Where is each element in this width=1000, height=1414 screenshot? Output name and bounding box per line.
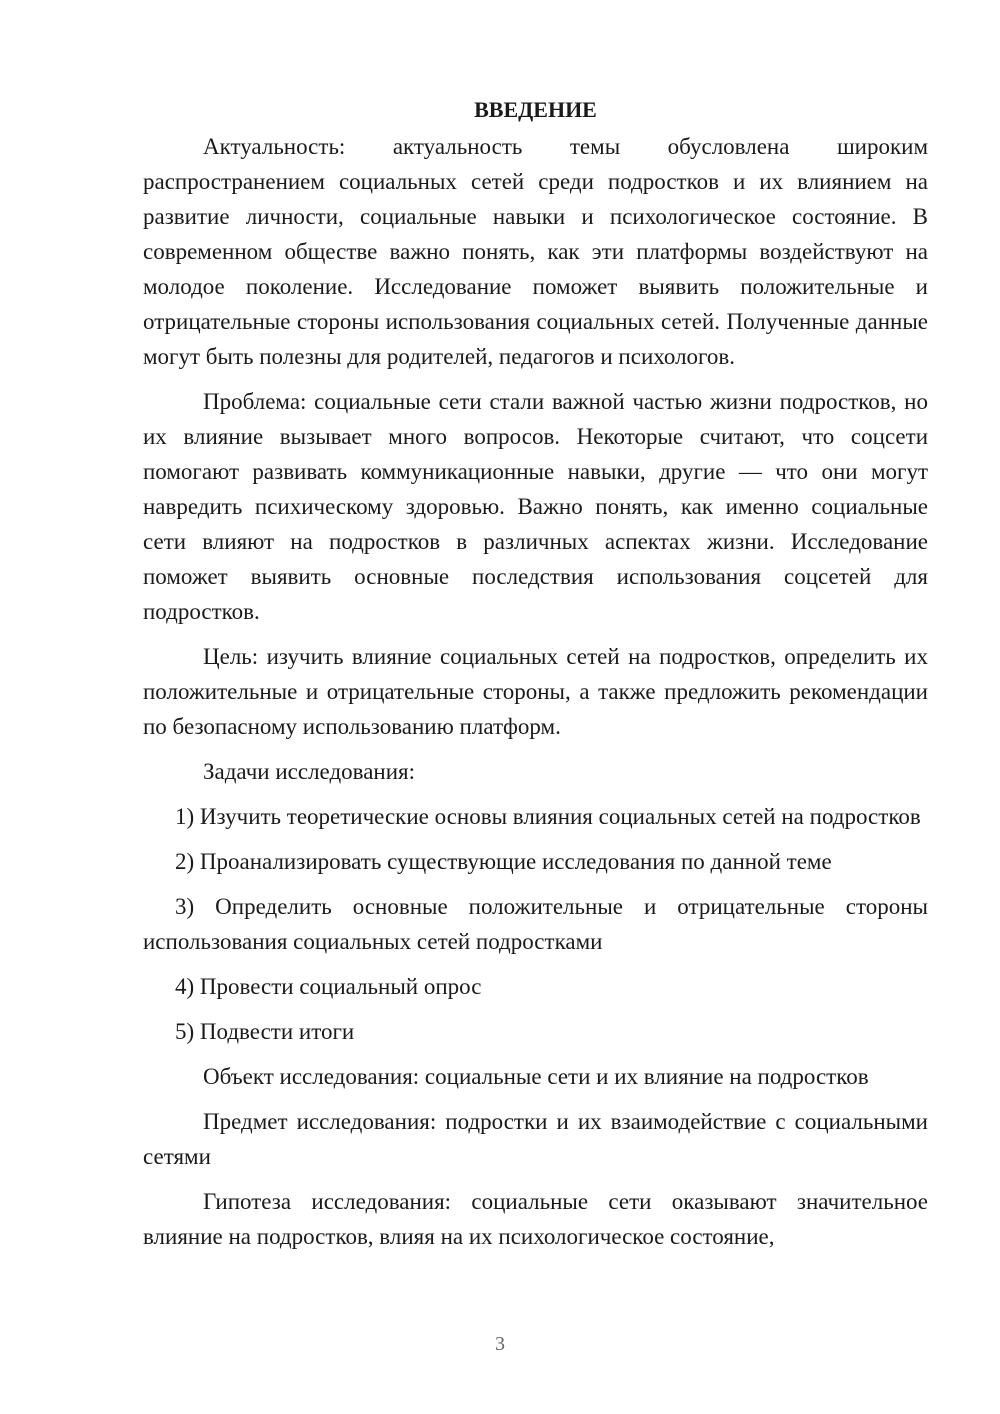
task-item-5: 5) Подвести итоги bbox=[175, 1019, 355, 1044]
task-item-4: 4) Провести социальный опрос bbox=[175, 974, 482, 999]
task-item-1: 1) Изучить теоретические основы влияния социальных сетей на подростков bbox=[175, 804, 921, 829]
page-content bbox=[143, 92, 928, 1264]
tasks-heading: Задачи исследования: bbox=[203, 759, 416, 784]
page-number: 3 bbox=[495, 1333, 505, 1355]
problem-paragraph: Проблема: социальные сети стали важной частью жизни подростков, но их влияние вызывает много вопросов. Некоторые считают, что соцсети помогают развивать коммуникационные навыки, другие — что они могут навредить психическому здоровью. Важно понять, как именно социальные сети влияют на подростков в различных аспектах жизни. Исследование поможет выявить основные последствия использования соцсетей для подростков. bbox=[143, 389, 928, 624]
relevance-paragraph: Актуальность: актуальность темы обусловлена широким распространением социальных сетей среди подростков и их влиянием на развитие личности, социальные навыки и психологическое состояние. В современном обществе важно понять, как эти платформы воздействуют на молодое поколение. Исследование поможет выявить положительные и отрицательные стороны использования социальных сетей. Полученные данные могут быть полезны для родителей, педагогов и психологов. bbox=[143, 134, 928, 369]
research-object: Объект исследования: социальные сети и их влияние на подростков bbox=[203, 1064, 869, 1089]
section-title: ВВЕДЕНИЕ bbox=[474, 97, 597, 122]
task-item-2: 2) Проанализировать существующие исследования по данной теме bbox=[175, 849, 832, 874]
goal-paragraph: Цель: изучить влияние социальных сетей на подростков, определить их положительные и отрицательные стороны, а также предложить рекомендации по безопасному использованию платформ. bbox=[143, 644, 928, 739]
task-item-3: 3) Определить основные положительные и отрицательные стороны использования социальных сетей подростками bbox=[143, 894, 928, 954]
research-hypothesis: Гипотеза исследования: социальные сети оказывают значительное влияние на подростков, влияя на их психологическое состояние, bbox=[143, 1189, 928, 1249]
research-subject: Предмет исследования: подростки и их взаимодействие с социальными сетями bbox=[143, 1109, 928, 1169]
